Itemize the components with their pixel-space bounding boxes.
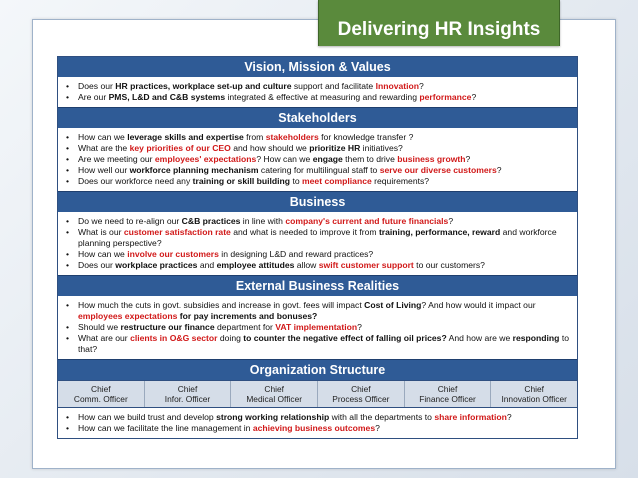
- org-role-cell: Chief Innovation Officer: [491, 381, 577, 407]
- bullet-text: to that?: [78, 333, 569, 354]
- bullet-text: PMS, L&D and C&B systems: [108, 92, 226, 102]
- bullet-item: [66, 260, 569, 271]
- bullet-item: [66, 300, 569, 322]
- section-heading-stakeholders: Stakeholders: [58, 107, 577, 128]
- bullet-text: for knowledge transfer ?: [318, 132, 414, 142]
- bullet-item: [66, 154, 569, 165]
- slide-title: Delivering HR Insights: [318, 0, 560, 46]
- bullet-text: meet compliance: [302, 176, 372, 186]
- bullet-item: [66, 216, 569, 227]
- org-role-cell: Chief Infor. Officer: [145, 381, 232, 407]
- bullet-text: them to drive: [342, 154, 398, 164]
- bullet-text: stakeholders: [265, 132, 319, 142]
- bullet-text: with all the departments to: [329, 412, 435, 422]
- bullet-item: [66, 227, 569, 249]
- bullet-item: [66, 132, 569, 143]
- bullet-text: How can we: [78, 132, 128, 142]
- bullet-text: Are our: [78, 92, 109, 102]
- bullet-list-vision: [58, 77, 577, 107]
- bullet-text: And how are we: [446, 333, 513, 343]
- bullet-item: [66, 322, 569, 333]
- bullet-text: doing: [217, 333, 244, 343]
- section-heading-external: External Business Realities: [58, 275, 577, 296]
- org-role-cell: Chief Medical Officer: [231, 381, 318, 407]
- bullet-text: Does our: [78, 81, 116, 91]
- bullet-text: VAT implementation: [275, 322, 358, 332]
- bullet-text: What are our: [78, 333, 131, 343]
- bullet-text: to our customers?: [413, 260, 485, 270]
- bullet-text: responding: [512, 333, 560, 343]
- bullet-list-org: [58, 408, 577, 438]
- bullet-text: serve our diverse customers: [379, 165, 497, 175]
- org-role-cell: Chief Process Officer: [318, 381, 405, 407]
- bullet-text: catering for multilingual staff to: [258, 165, 380, 175]
- bullet-text: ?: [471, 92, 477, 102]
- bullet-text: ?: [496, 165, 502, 175]
- bullet-text: Cost of Living: [364, 300, 422, 310]
- bullet-text: ?: [419, 81, 424, 91]
- bullet-text: workforce planning mechanism: [129, 165, 259, 175]
- bullet-text: support and facilitate: [291, 81, 376, 91]
- bullet-text: training, performance, reward: [378, 227, 501, 237]
- bullet-text: ?: [465, 154, 471, 164]
- section-heading-vision: Vision, Mission & Values: [58, 57, 577, 77]
- bullet-item: [66, 81, 569, 92]
- bullet-text: How can we: [78, 249, 128, 259]
- bullet-text: achieving business outcomes: [252, 423, 376, 433]
- bullet-text: training or skill building: [192, 176, 291, 186]
- org-structure-row: [58, 380, 577, 408]
- bullet-list-stakeholders: [58, 128, 577, 191]
- bullet-text: and: [197, 260, 217, 270]
- bullet-text: Does our: [78, 260, 116, 270]
- bullet-text: in designing L&D and reward practices?: [218, 249, 374, 259]
- bullet-text: company's current and future financials: [285, 216, 449, 226]
- bullet-text: What is our: [78, 227, 124, 237]
- bullet-text: ?: [506, 412, 512, 422]
- bullet-text: ?: [357, 322, 362, 332]
- bullet-text: C&B practices: [181, 216, 241, 226]
- bullet-text: ? How can we: [256, 154, 313, 164]
- org-role-cell: Chief Comm. Officer: [58, 381, 145, 407]
- bullet-text: prioritize HR: [309, 143, 361, 153]
- bullet-item: [66, 92, 569, 103]
- bullet-text: share information: [434, 412, 507, 422]
- bullet-item: [66, 165, 569, 176]
- bullet-text: leverage skills and expertise: [127, 132, 244, 142]
- bullet-text: HR practices, workplace set-up and culture: [115, 81, 292, 91]
- bullet-text: ? And how would it impact our: [421, 300, 536, 310]
- bullet-text: allow: [294, 260, 319, 270]
- bullet-text: Innovation: [375, 81, 420, 91]
- org-role-cell: Chief Finance Officer: [405, 381, 492, 407]
- bullet-text: workplace practices: [115, 260, 198, 270]
- bullet-text: employees expectations: [78, 311, 178, 321]
- insights-table: [57, 56, 578, 439]
- bullet-text: and workforce planning perspective?: [78, 227, 557, 248]
- bullet-text: ?: [448, 216, 454, 226]
- bullet-text: department for: [214, 322, 276, 332]
- bullet-item: [66, 176, 569, 187]
- section-heading-business: Business: [58, 191, 577, 212]
- bullet-text: and what is needed to improve it from: [230, 227, 379, 237]
- bullet-text: How much the cuts in govt. subsidies and increase in govt. fees will impact: [78, 300, 365, 310]
- bullet-item: [66, 423, 569, 434]
- bullet-text: employee attitudes: [216, 260, 295, 270]
- bullet-text: clients in O&G sector: [130, 333, 218, 343]
- bullet-text: business growth: [397, 154, 466, 164]
- bullet-item: [66, 143, 569, 154]
- bullet-text: for pay increments and bonuses?: [177, 311, 318, 321]
- bullet-text: swift customer support: [318, 260, 414, 270]
- bullet-text: to: [290, 176, 303, 186]
- bullet-text: and how should we: [230, 143, 310, 153]
- bullet-text: restructure our finance: [120, 322, 215, 332]
- bullet-text: in line with: [240, 216, 286, 226]
- bullet-list-business: [58, 212, 577, 275]
- bullet-item: [66, 249, 569, 260]
- bullet-text: from: [243, 132, 266, 142]
- bullet-text: How can we build trust and develop: [78, 412, 217, 422]
- bullet-text: requirements?: [371, 176, 430, 186]
- bullet-text: integrated & effective at measuring and rewarding: [225, 92, 420, 102]
- bullet-text: Does our workforce need any: [78, 176, 193, 186]
- bullet-text: key priorities of our CEO: [129, 143, 231, 153]
- bullet-text: Should we: [78, 322, 121, 332]
- bullet-item: [66, 333, 569, 355]
- bullet-text: involve our customers: [127, 249, 219, 259]
- bullet-text: ?: [375, 423, 380, 433]
- bullet-text: customer satisfaction rate: [123, 227, 231, 237]
- bullet-list-external: [58, 296, 577, 359]
- bullet-text: initiatives?: [360, 143, 403, 153]
- bullet-text: strong working relationship: [216, 412, 330, 422]
- bullet-text: Do we need to re-align our: [78, 216, 182, 226]
- bullet-text: What are the: [78, 143, 130, 153]
- section-heading-org: Organization Structure: [58, 359, 577, 380]
- bullet-item: [66, 412, 569, 423]
- bullet-text: to counter the negative effect of falling oil prices?: [243, 333, 447, 343]
- bullet-text: How can we facilitate the line management in: [78, 423, 253, 433]
- bullet-text: engage: [312, 154, 343, 164]
- bullet-text: performance: [419, 92, 472, 102]
- bullet-text: Are we meeting our: [78, 154, 155, 164]
- bullet-text: employees' expectations: [154, 154, 257, 164]
- bullet-text: How well our: [78, 165, 130, 175]
